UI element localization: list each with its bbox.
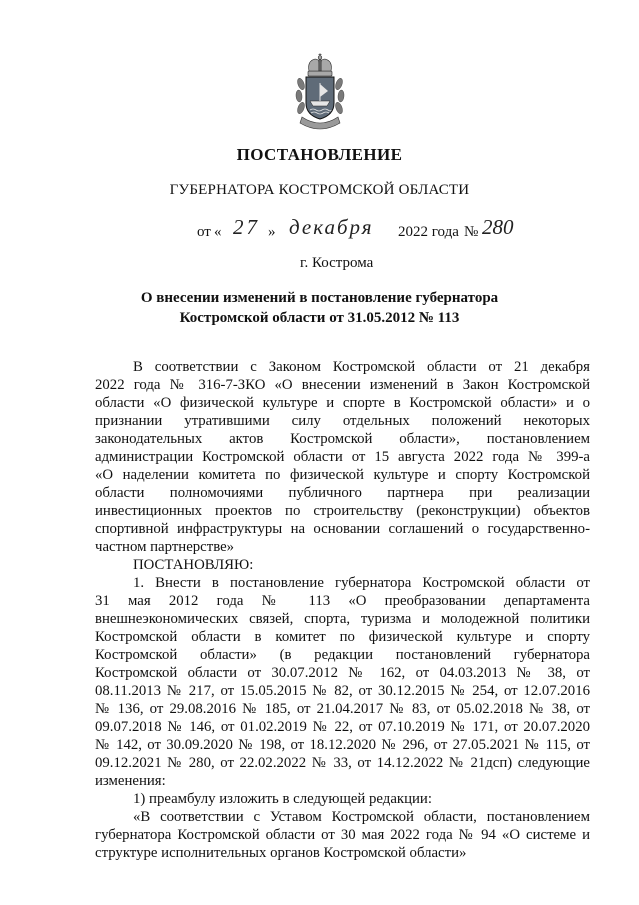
text-line: спортивной инфраструктуры на основании соглашений о государственно- — [95, 521, 590, 537]
text-line: 09.07.2018 № 146, от 01.02.2019 № 22, от 07.10.2019 № 171, от 20.07.2020 — [95, 719, 590, 735]
text-line: внешнеэкономических связей, спорта, туризма и молодежной политики — [95, 611, 590, 627]
date-close-quote: » — [268, 224, 276, 240]
text-line: структуре исполнительных органов Костромской области» — [95, 845, 467, 861]
new-preamble-paragraph — [95, 808, 590, 862]
date-number-line — [0, 214, 639, 246]
document-number-handwritten: 280 — [482, 215, 514, 239]
crown — [308, 53, 332, 76]
text-line: признании утратившими силу отдельных положений некоторых — [95, 413, 590, 429]
text-line: 31 мая 2012 года № 113 «О преобразовании департамента — [95, 593, 590, 609]
title-line: О внесении изменений в постановление губернатора — [140, 290, 499, 306]
text-line: «В соответствии с Уставом Костромской области, постановлением — [133, 809, 590, 825]
document-body — [95, 358, 590, 862]
text-line: области «О физической культуре и спорте в Костромской области» и о — [95, 395, 590, 411]
text-line: инвестиционных проектов по строительству (реконструкции) объектов — [95, 503, 590, 519]
text-line: Костромской области в комитет по физической культуре и спорту — [95, 629, 590, 645]
text-line: № 136, от 29.08.2016 № 185, от 21.04.2017 № 83, от 05.02.2018 № 38, от — [95, 701, 590, 717]
date-open-quote: « — [214, 224, 222, 240]
text-line: законодательных актов Костромской области», постановлением — [95, 431, 590, 447]
subitem-1-line: 1) преамбулу изложить в следующей редакции: — [133, 791, 432, 807]
item-1-paragraph — [95, 574, 590, 790]
title-line: Костромской области от 31.05.2012 № 113 — [179, 310, 460, 326]
text-line: «О наделении комитета по физической культуре и спорту Костромской — [95, 467, 590, 483]
date-year: 2022 года — [398, 224, 459, 240]
document-type-heading: ПОСТАНОВЛЕНИЕ — [236, 145, 403, 164]
date-month-handwritten: декабря — [289, 215, 374, 239]
text-line: частном партнерстве» — [95, 539, 235, 555]
text-line: 1. Внести в постановление губернатора Костромской области от — [133, 575, 590, 591]
text-line: губернатора Костромской области от 30 мая 2022 года № 94 «О системе и — [95, 827, 590, 843]
text-line: 2022 года № 316-7-ЗКО «О внесении изменений в Закон Костромской — [95, 377, 590, 393]
document-title — [0, 288, 639, 328]
preamble-paragraph — [95, 358, 590, 556]
city-line: г. Кострома — [300, 255, 374, 271]
wreath-right — [334, 77, 344, 114]
date-day-handwritten: 27 — [233, 215, 260, 239]
coat-of-arms-svg — [290, 53, 350, 133]
text-line: области полномочиями публичного партнера при реализации — [95, 485, 590, 501]
text-line: Костромской области от 30.07.2012 № 162, от 04.03.2013 № 38, от — [95, 665, 590, 681]
text-line: 09.12.2021 № 280, от 22.02.2022 № 33, от 14.12.2022 № 21дсп) следующие — [95, 755, 590, 771]
text-line: администрации Костромской области от 15 августа 2022 года № 399-а — [95, 449, 590, 465]
coat-of-arms-icon — [290, 53, 350, 133]
date-prefix: от — [197, 224, 211, 240]
issuer-heading: ГУБЕРНАТОРА КОСТРОМСКОЙ ОБЛАСТИ — [169, 182, 470, 198]
text-line: Костромской области» (в редакции постановлений губернатора — [95, 647, 590, 663]
text-line: 08.11.2013 № 217, от 15.05.2015 № 82, от 30.12.2015 № 254, от 12.07.2016 — [95, 683, 590, 699]
number-sign: № — [464, 224, 479, 240]
text-line: В соответствии с Законом Костромской области от 21 декабря — [133, 359, 590, 375]
wreath-left — [295, 77, 305, 114]
text-line: изменения: — [95, 773, 166, 789]
decree-word: ПОСТАНОВЛЯЮ: — [133, 557, 254, 573]
text-line: № 142, от 30.09.2020 № 198, от 18.12.2020 № 296, от 27.05.2021 № 115, от — [95, 737, 590, 753]
